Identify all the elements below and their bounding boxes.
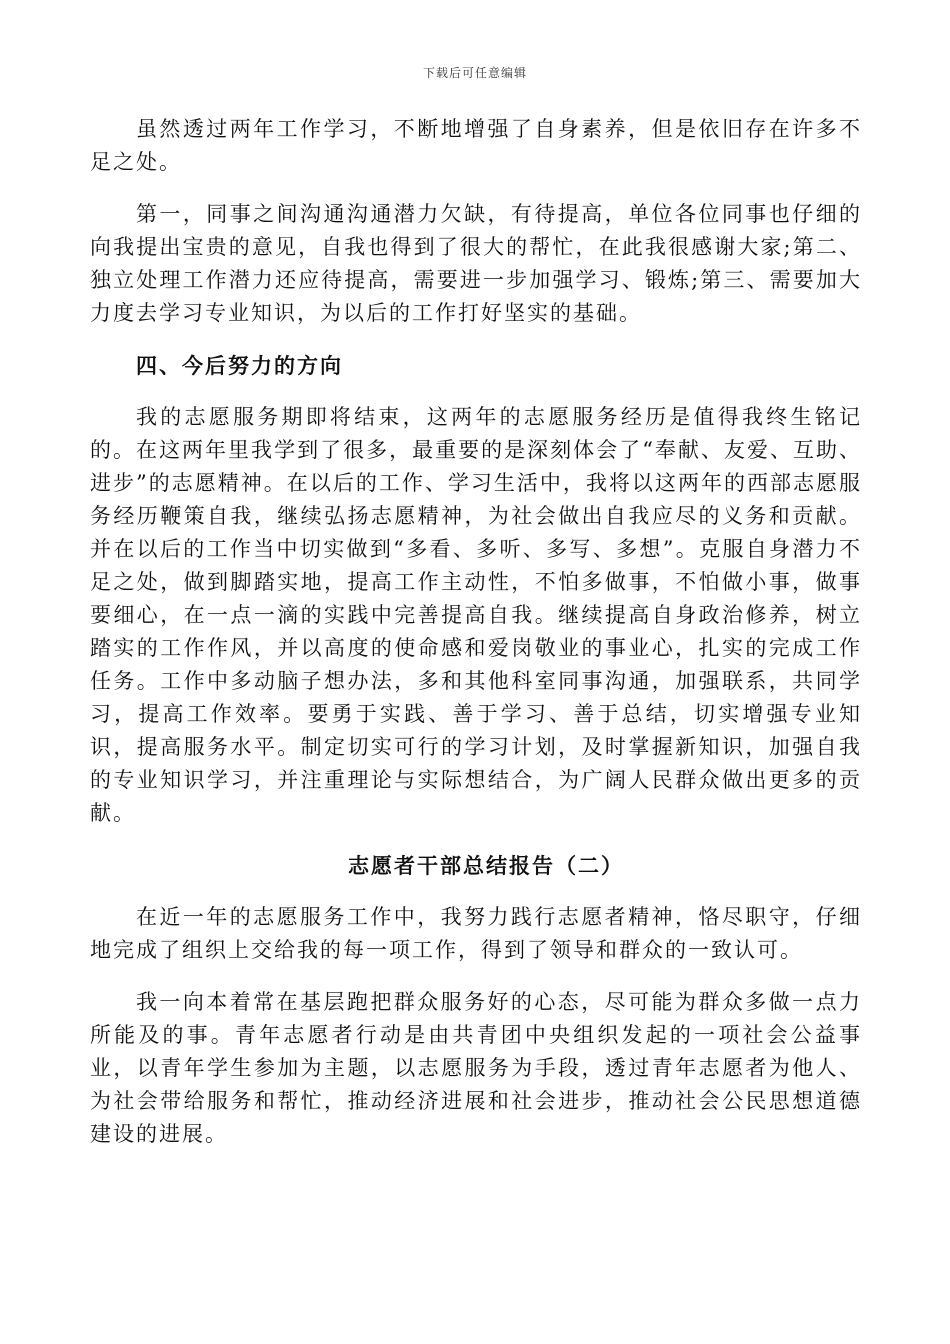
page-header: 下载后可任意编辑 xyxy=(422,66,527,80)
section-heading-future-direction: 四、今后努力的方向 xyxy=(136,353,343,378)
document-body xyxy=(90,113,862,1170)
paragraph-shortcomings-detail: 第一，同事之间沟通沟通潜力欠缺，有待提高，单位各位同事也仔细的向我提出宝贵的意见，自我也得到了很大的帮忙，在此我很感谢大家;第二、独立处理工作潜力还应待提高，需要进一步加强学习、锻炼;第三、需要加大力度去学习专业知识，为以后的工作打好坚实的基础。 xyxy=(90,202,862,325)
paragraph-shortcomings: 虽然透过两年工作学习，不断地增强了自身素养，但是依旧存在许多不足之处。 xyxy=(90,117,862,174)
report-title-part-two: 志愿者干部总结报告（二） xyxy=(348,853,624,878)
paragraph-report-service: 我一向本着常在基层跑把群众服务好的心态，尽可能为群众多做一点力所能及的事。青年志愿者行动是由共青团中央组织发起的一项社会公益事业，以青年学生参加为主题，以志愿服务为手段，透过青年志愿者为他人、为社会带给服务和帮忙，推动经济进展和社会进步，推动社会公民思想道德建设的进展。 xyxy=(90,990,862,1146)
paragraph-report-intro: 在近一年的志愿服务工作中，我努力践行志愿者精神，恪尽职守，仔细地完成了组织上交给我的每一项工作，得到了领导和群众的一致认可。 xyxy=(90,905,862,962)
paragraph-future-plans: 我的志愿服务期即将结束，这两年的志愿服务经历是值得我终生铭记的。在这两年里我学到了很多，最重要的是深刻体会了“奉献、友爱、互助、进步”的志愿精神。在以后的工作、学习生活中，我将以这两年的西部志愿服务经历鞭策自我，继续弘扬志愿精神，为社会做出自我应尽的义务和贡献。并在以后的工作当中切实做到“多看、多听、多写、多想”。克服自身潜力不足之处，做到脚踏实地，提高工作主动性，不怕多做事，不怕做小事，做事要细心，在一点一滴的实践中完善提高自我。继续提高自身政治修养，树立踏实的工作作风，并以高度的使命感和爱岗敬业的事业心，扎实的完成工作任务。工作中多动脑子想办法，多和其他科室同事沟通，加强联系，共同学习，提高工作效率。要勇于实践、善于学习、善于总结，切实增强专业知识，提高服务水平。制定切实可行的学习计划，及时掌握新知识，加强自我的专业知识学习，并注重理论与实际想结合，为广阔人民群众做出更多的贡献。 xyxy=(90,405,862,825)
